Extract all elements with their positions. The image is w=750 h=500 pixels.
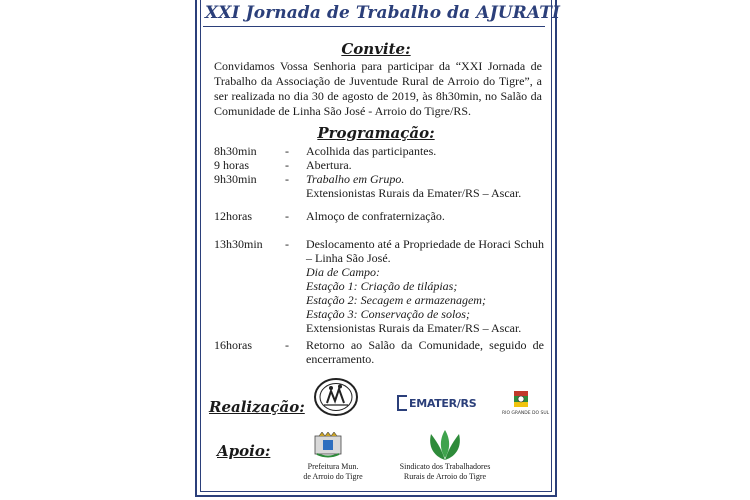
program-desc: Retorno ao Salão da Comunidade, seguido de encerramento. xyxy=(306,338,544,366)
program-desc: Estação 2: Secagem e armazenagem; xyxy=(306,293,486,307)
invite-text: Convidamos Vossa Senhoria para participar da “XXI Jornada de Trabalho da Associação de Juventude Rural de Arroio do Tigre”, a ser realizada no dia 30 de agosto de 2019, às 8h30min, no Salão da Comunidade de Linha São José - Arroio do Tigre/RS. xyxy=(214,59,542,118)
invitation-card xyxy=(195,0,561,497)
program-desc: Abertura. xyxy=(306,158,352,172)
prefeitura-line-1: Prefeitura Mun. xyxy=(307,462,359,471)
program-desc: Estação 1: Criação de tilápias; xyxy=(306,279,458,293)
emater-logo xyxy=(397,394,477,412)
invite-heading: Convite: xyxy=(341,40,411,58)
program-dash: - xyxy=(285,338,289,352)
program-dash: - xyxy=(285,172,289,186)
rs-state-logo xyxy=(502,389,550,419)
sindicato-logo xyxy=(425,428,465,462)
program-dash: - xyxy=(285,237,289,251)
program-time: 13h30min xyxy=(214,237,263,251)
title-divider xyxy=(203,26,545,27)
ajurati-seal xyxy=(313,377,359,417)
program-dash: - xyxy=(285,144,289,158)
emater-logo-text: EMATER/RS xyxy=(409,396,477,410)
prefeitura-caption xyxy=(293,462,373,482)
program-time: 8h30min xyxy=(214,144,257,158)
sindicato-line-1: Sindicato dos Trabalhadores xyxy=(399,462,491,471)
program-dash: - xyxy=(285,209,289,223)
prefeitura-line-2: de Arroio do Tigre xyxy=(303,472,363,481)
program-time: 12horas xyxy=(214,209,252,223)
program-desc: Almoço de confraternização. xyxy=(306,209,445,223)
program-dash: - xyxy=(285,158,289,172)
realizacao-label: Realização: xyxy=(209,398,305,416)
emater-mark-icon xyxy=(397,395,407,411)
program-desc: Acolhida das participantes. xyxy=(306,144,437,158)
program-time: 9 horas xyxy=(214,158,249,172)
program-desc: Dia de Campo: xyxy=(306,265,380,279)
program-time: 16horas xyxy=(214,338,252,352)
program-time: 9h30min xyxy=(214,172,257,186)
program-desc: Estação 3: Conservação de solos; xyxy=(306,307,470,321)
program-desc: Extensionistas Rurais da Emater/RS – Ascar. xyxy=(306,186,522,200)
apoio-label: Apoio: xyxy=(217,442,271,460)
program-desc: Deslocamento até a Propriedade de Horaci Schuh – Linha São José. xyxy=(306,237,544,265)
sindicato-line-2: Rurais de Arroio do Tigre xyxy=(403,472,487,481)
program-desc: Trabalho em Grupo. xyxy=(306,172,405,186)
prefeitura-crest xyxy=(313,432,343,458)
sindicato-caption xyxy=(385,462,505,482)
program-heading: Programação: xyxy=(317,124,435,142)
rs-caption: RIO GRANDE DO SUL xyxy=(502,411,550,416)
page-title: XXI Jornada de Trabalho da AJURATI xyxy=(205,3,561,23)
program-desc: Extensionistas Rurais da Emater/RS – Ascar. xyxy=(306,321,522,335)
